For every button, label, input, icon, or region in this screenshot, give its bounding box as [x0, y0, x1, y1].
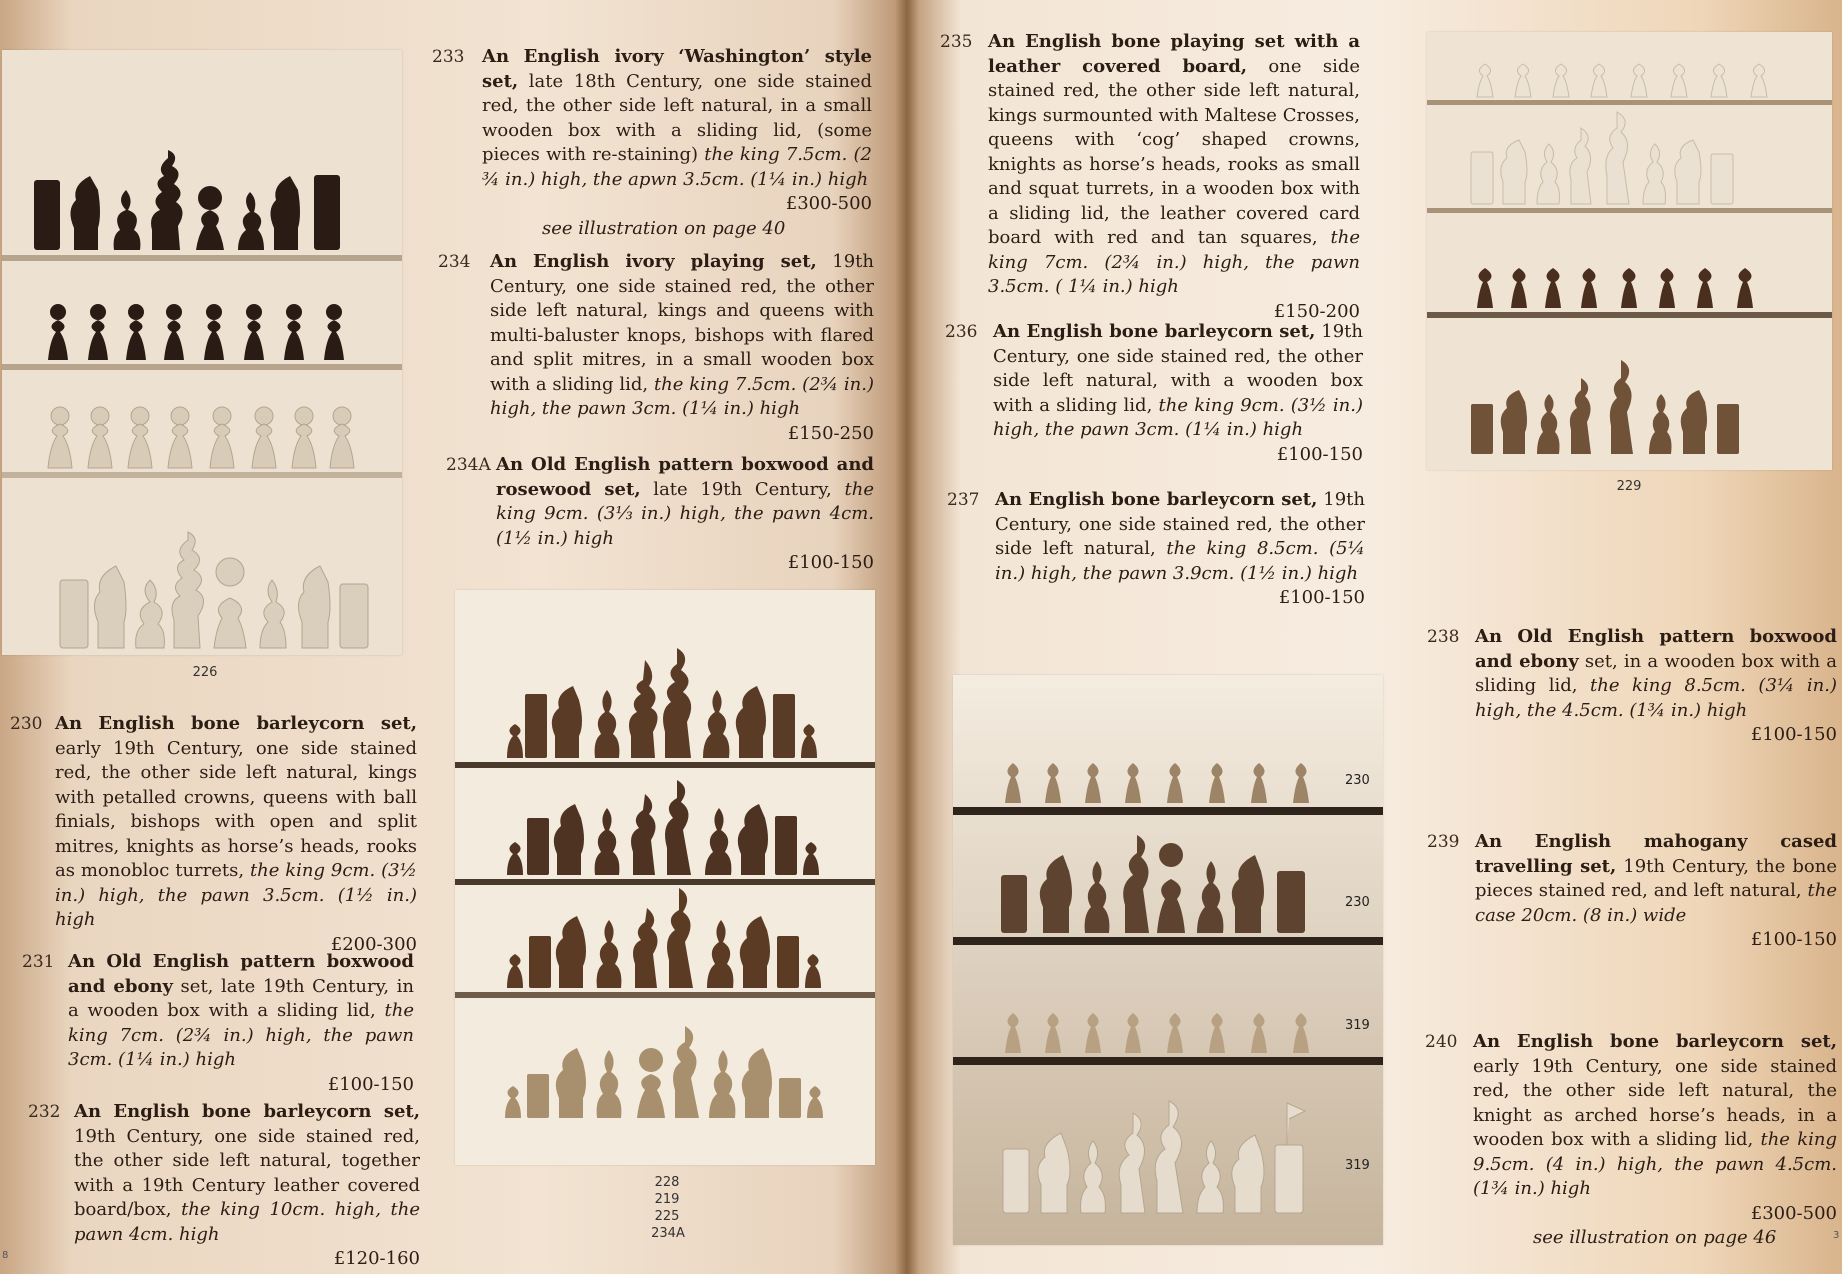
lot-title: An Old English pattern boxwood and ebony — [1475, 626, 1837, 672]
caption-226: 226 — [192, 665, 218, 680]
lot-estimate: £120-160 — [333, 1248, 420, 1269]
lot-title: An Old English pattern boxwood and ebony — [68, 951, 414, 997]
lot-dimensions: the king 7.5cm. (2¾ in.) high, the pawn 3cm. (1¼ in.) high — [490, 373, 875, 419]
ebony-back-row — [34, 150, 340, 250]
lot-dimensions: the king 9cm. (3⅓ in.) high, the pawn 4cm. (1½ in.) high — [496, 478, 874, 549]
lot-240 — [1425, 1030, 1837, 1248]
lot-description: set, in a wooden box with a sliding lid, — [1475, 650, 1837, 696]
lot-description: early 19th Century, one side stained red, the other side left natural, kings with petalled crowns, queens with ball finials, bishops with open and split mitres, knights as horse’s heads, rooks as monobloc turrets, — [55, 737, 417, 881]
lot-number: 233 — [432, 47, 465, 67]
left-page — [0, 0, 905, 1274]
right-page — [905, 0, 1842, 1274]
lot-239 — [1427, 830, 1837, 950]
bone-back-row — [60, 532, 368, 648]
lot-description: 19th Century, one side stained red, the other side left natural, together with a 19th Century leather covered board/box, — [74, 1125, 420, 1220]
lot-description: 19th Century, one side stained red, the other side left natural, — [995, 489, 1365, 559]
chess-pieces-illustration-229 — [1427, 32, 1832, 470]
lot-dimensions: the king 7cm. (2¾ in.) high, the pawn 3cm. (1¼ in.) high — [68, 1000, 414, 1070]
lot-estimate: £100-150 — [1276, 443, 1363, 465]
lot-dimensions: the king 9cm. (3½ in.) high, the pawn 3cm. (1¼ in.) high — [993, 394, 1363, 440]
lot-title: An English ivory ‘Washington’ style set, — [482, 46, 872, 92]
lot-title: An English bone barleycorn set, — [55, 713, 417, 734]
lot-description: one side stained red, the other side left natural, kings surmounted with Maltese Crosses, queens with ‘cog’ shaped crowns, knights as horse’s heads, rooks as small and squat turrets, in a wooden box with a sliding lid, the leather covered card board with red and tan squares, — [988, 55, 1360, 248]
lot-title: An Old English pattern boxwood and rosewood set, — [496, 454, 874, 500]
lot-description: late 18th Century, one side stained red, the other side left natural, in a small wooden box with a sliding lid, (some pieces with re-staining) — [482, 70, 872, 165]
lot-number: 240 — [1425, 1032, 1458, 1052]
lot-234A — [446, 453, 874, 573]
lot-title: An English bone barleycorn set, — [1473, 1031, 1837, 1052]
shelf-row-2 — [507, 780, 819, 875]
lot-number: 238 — [1427, 627, 1460, 647]
lot-dimensions: the case 20cm. (8 in.) wide — [1475, 880, 1837, 926]
chess-pieces-illustration-230-319 — [953, 675, 1383, 1245]
lot-title: An English bone barleycorn set, — [993, 321, 1316, 342]
shelf-label-4: 319 — [1345, 1158, 1370, 1173]
lot-description: set, late 19th Century, in a wooden box with a sliding lid, — [68, 975, 414, 1021]
shelf-row-4 — [505, 1026, 823, 1118]
stained-back-row — [1471, 360, 1739, 454]
lot-description: 19th Century, one side stained red, the other side left natural, with a wooden box with a sliding lid, — [993, 321, 1363, 416]
lot-title: An English mahogany cased travelling set, — [1475, 831, 1837, 877]
lot-estimate: £100-150 — [787, 552, 874, 573]
lot-dimensions: the king 7cm. (2¾ in.) high, the pawn 3.5cm. ( 1¼ in.) high — [988, 227, 1360, 297]
lot-232 — [28, 1100, 420, 1269]
lot-235 — [940, 30, 1360, 322]
book-gutter — [895, 0, 919, 1274]
stained-pawns-row — [1477, 268, 1753, 308]
lot-estimate: £150-200 — [1273, 300, 1360, 322]
lot-estimate: £100-150 — [1750, 929, 1837, 950]
lot-number: 230 — [10, 714, 43, 734]
lot-234 — [438, 250, 875, 444]
lot-title: An English bone barleycorn set, — [995, 489, 1318, 510]
lot-estimate: £300-500 — [785, 193, 872, 214]
lot-230 — [10, 712, 417, 955]
caption-center-1: 228 — [654, 1175, 680, 1190]
shelf-label-3: 319 — [1345, 1018, 1370, 1033]
lot-number: 234 — [438, 252, 471, 272]
lot-description: late 19th Century, — [640, 478, 845, 500]
page-number-left: 8 — [2, 1250, 9, 1261]
lot-number: 237 — [947, 490, 980, 510]
lot-237 — [947, 488, 1366, 608]
lot-title: An English bone barleycorn set, — [74, 1101, 420, 1122]
lot-estimate: £100-150 — [1278, 587, 1365, 608]
lot-dimensions: the king 9cm. (3½ in.) high, the pawn 3.5cm. (1½ in.) high — [55, 860, 417, 930]
lot-description: early 19th Century, one side stained red, the other side left natural, the knight as arched horse’s heads, in a wooden box with a sliding lid, — [1473, 1055, 1837, 1150]
lot-dimensions: the king 10cm. high, the pawn 4cm. high — [74, 1199, 420, 1245]
chess-pieces-illustration-226 — [2, 50, 402, 655]
page-number-right: 3 — [1833, 1230, 1840, 1241]
lot-number: 232 — [28, 1102, 61, 1122]
lot-title: An English bone playing set with a leather covered board, — [988, 31, 1360, 77]
shelf-row-1 — [507, 648, 817, 758]
lot-note: see illustration on page 40 — [542, 217, 786, 239]
shelf-label-1: 230 — [1345, 773, 1370, 788]
photo-lot-226 — [2, 50, 402, 655]
lot-dimensions: the king 8.5cm. (3¼ in.) high, the 4.5cm. (1¾ in.) high — [1475, 675, 1837, 721]
photo-lot-230-319 — [953, 675, 1383, 1245]
lot-231 — [22, 950, 414, 1095]
caption-center-3: 225 — [654, 1209, 680, 1224]
lot-233 — [432, 45, 872, 239]
lot-estimate: £100-150 — [1750, 724, 1837, 745]
ebony-pawns — [48, 304, 344, 360]
lot-236 — [945, 320, 1363, 465]
lot-number: 239 — [1427, 832, 1460, 852]
shelf-label-2: 230 — [1345, 895, 1370, 910]
shelf-row-3 — [507, 888, 821, 988]
bone-pawns-row — [1477, 64, 1767, 97]
lot-estimate: £200-300 — [330, 933, 417, 955]
lot-estimate: £100-150 — [327, 1073, 414, 1095]
lot-dimensions: the king 9.5cm. (4 in.) high, the pawn 4.5cm. (1¾ in.) high — [1473, 1129, 1837, 1199]
lot-description: 19th Century, the bone pieces stained red, and left natural, — [1475, 855, 1837, 901]
lot-estimate: £150-250 — [787, 422, 874, 444]
lot-number: 235 — [940, 32, 973, 52]
caption-center-2: 219 — [654, 1192, 680, 1207]
lot-title: An English ivory playing set, — [490, 251, 817, 272]
lot-estimate: £300-500 — [1750, 1202, 1837, 1224]
bone-pawns — [48, 407, 354, 468]
lot-description: 19th Century, one side stained red, the other side left natural, kings and queens with multi-baluster knops, bishops with flared and split mitres, in a small wooden box with a sliding lid, — [490, 251, 874, 395]
chess-pieces-illustration-center — [455, 590, 875, 1165]
caption-229: 229 — [1616, 479, 1642, 494]
lot-note: see illustration on page 46 — [1533, 1227, 1777, 1248]
lot-number: 231 — [22, 952, 55, 972]
photo-lot-229 — [1427, 32, 1832, 470]
lot-number: 234A — [446, 455, 491, 475]
bone-back-row — [1471, 112, 1733, 204]
lot-dimensions: the king 7.5cm. (2 ¾ in.) high, the apwn 3.5cm. (1¼ in.) high — [482, 144, 872, 190]
lot-number: 236 — [945, 322, 978, 342]
lot-238 — [1427, 625, 1837, 745]
lot-dimensions: the king 8.5cm. (5¼ in.) high, the pawn 3.9cm. (1½ in.) high — [995, 538, 1366, 584]
caption-center-4: 234A — [651, 1226, 685, 1241]
photo-lot-228-219-225-234A — [455, 590, 875, 1165]
